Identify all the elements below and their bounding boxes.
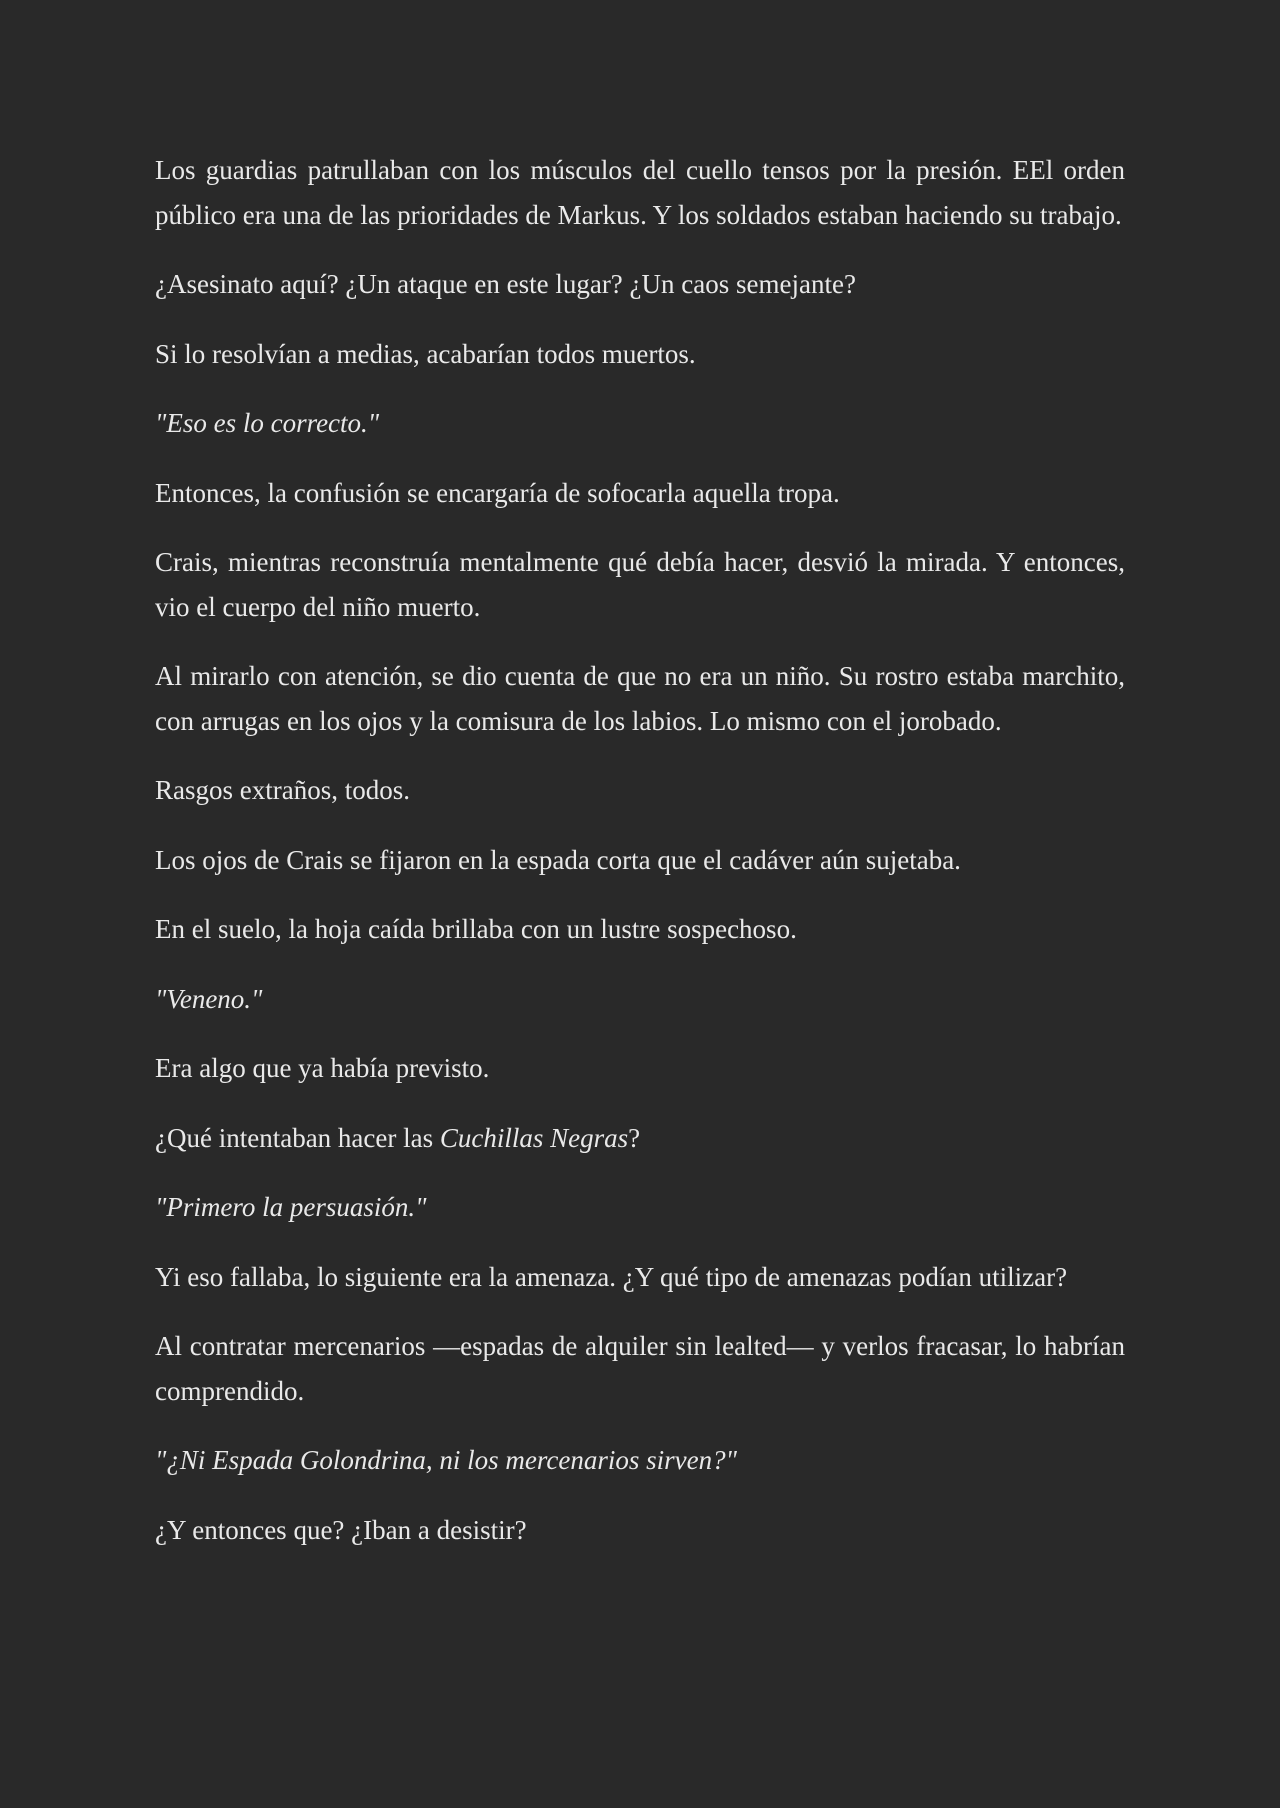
thought-paragraph: "Eso es lo correcto.": [155, 408, 380, 438]
paragraph: Al mirarlo con atención, se dio cuenta de que no era un niño. Su rostro estaba marchito, con arrugas en los ojos y la comisura de los labios. Lo mismo con el jorobado.: [155, 661, 1125, 736]
paragraph: Crais, mientras reconstruía mentalmente qué debía hacer, desvió la mirada. Y entonces, vio el cuerpo del niño muerto.: [155, 547, 1125, 622]
paragraph: Era algo que ya había previsto.: [155, 1053, 490, 1083]
paragraph: Entonces, la confusión se encargaría de sofocarla aquella tropa.: [155, 477, 840, 508]
paragraph: Los guardias patrullaban con los músculos del cuello tensos por la presión. EEl orden público era una de las prioridades de Markus. Y los soldados estaban haciendo su trabajo.: [155, 155, 1125, 230]
text-run: ¿Qué intentaban hacer las: [155, 1122, 440, 1153]
thought-paragraph: "¿Ni Espada Golondrina, ni los mercenarios sirven?": [155, 1445, 737, 1475]
thought-paragraph: "Primero la persuasión.": [155, 1192, 427, 1222]
thought-paragraph: "Veneno.": [155, 983, 263, 1014]
paragraph: Al contratar mercenarios —espadas de alquiler sin lealted— y verlos fracasar, lo habrían comprendido.: [155, 1331, 1125, 1406]
paragraph: ¿Asesinato aquí? ¿Un ataque en este lugar? ¿Un caos semejante?: [155, 269, 856, 299]
paragraph: Yi eso fallaba, lo siguiente era la amenaza. ¿Y qué tipo de amenazas podían utilizar?: [155, 1261, 1068, 1292]
paragraph: ¿Y entonces que? ¿Iban a desistir?: [155, 1514, 527, 1545]
paragraph: Si lo resolvían a medias, acabarían todos muertos.: [155, 338, 696, 369]
text-run: ?: [628, 1122, 641, 1153]
paragraph: Los ojos de Crais se fijaron en la espada corta que el cadáver aún sujetaba.: [155, 844, 961, 875]
paragraph-mixed: [155, 1116, 1125, 1161]
paragraph: Rasgos extraños, todos.: [155, 775, 410, 805]
paragraph: En el suelo, la hoja caída brillaba con un lustre sospechoso.: [155, 914, 797, 944]
reading-pane: [155, 148, 1125, 1552]
emphasis-text: Cuchillas Negras: [439, 1122, 629, 1153]
